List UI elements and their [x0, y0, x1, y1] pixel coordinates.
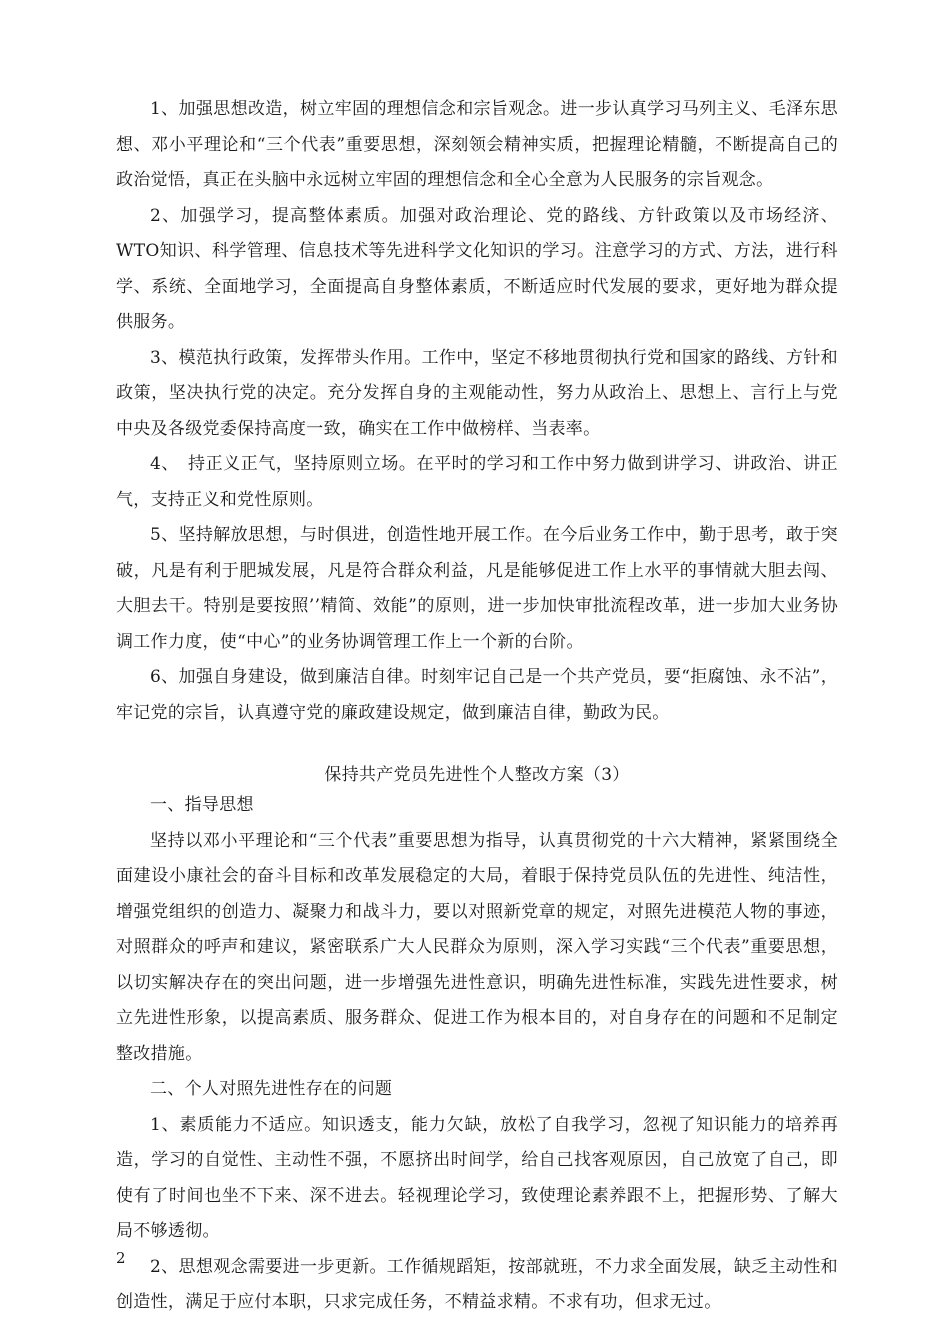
lower-section [116, 788, 838, 1321]
problem-paragraph-1: 1、素质能力不适应。知识透支，能力欠缺，放松了自我学习，忽视了知识能力的培养再造，学习的自觉性、主动性不强，不愿挤出时间学，给自己找客观原因，自己放宽了自己，即使有了时间也坐不下来、深不进去。轻视理论学习，致使理论素养跟不上，把握形势、了解大局不够透彻。 [116, 1114, 838, 1241]
section-title: 保持共产党员先进性个人整改方案（3） [324, 765, 630, 785]
paragraph-item-6: 6、加强自身建设，做到廉洁自律。时刻牢记自己是一个共产党员，要“拒腐蚀、永不沾”，牢记党的宗旨，认真遵守党的廉政建设规定，做到廉洁自律，勤政为民。 [116, 667, 838, 723]
upper-section [116, 92, 838, 731]
guiding-paragraph: 坚持以邓小平理论和“三个代表”重要思想为指导，认真贯彻党的十六大精神，紧紧围绕全面建设小康社会的奋斗目标和改革发展稳定的大局，着眼于保持党员队伍的先进性、纯洁性，增强党组织的创造力、凝聚力和战斗力，要以对照新党章的规定，对照先进模范人物的事迹，对照群众的呼声和建议，紧密联系广大人民群众为原则，深入学习实践“三个代表”重要思想，以切实解决存在的突出问题，进一步增强先进性意识，明确先进性标准，实践先进性要求，树立先进性形象，以提高素质、服务群众、促进工作为根本目的，对自身存在的问题和不足制定整改措施。 [116, 830, 838, 1064]
paragraph-item-2: 2、加强学习，提高整体素质。加强对政治理论、党的路线、方针政策以及市场经济、WTO知识、科学管理、信息技术等先进科学文化知识的学习。注意学习的方式、方法，进行科学、系统、全面地学习，全面提高自身整体素质，不断适应时代发展的要求，更好地为群众提供服务。 [116, 205, 838, 332]
paragraph-item-3: 3、模范执行政策，发挥带头作用。工作中，坚定不移地贯彻执行党和国家的路线、方针和政策，坚决执行党的决定。充分发挥自身的主观能动性，努力从政治上、思想上、言行上与党中央及各级党委保持高度一致，确实在工作中做榜样、当表率。 [116, 347, 838, 439]
problem-paragraph-2: 2、思想观念需要进一步更新。工作循规蹈矩，按部就班，不力求全面发展，缺乏主动性和创造性，满足于应付本职，只求完成任务，不精益求精。不求有功，但求无过。 [116, 1256, 838, 1312]
paragraph-item-4: 4、 持正义正气，坚持原则立场。在平时的学习和工作中努力做到讲学习、讲政治、讲正气，支持正义和党性原则。 [116, 454, 838, 510]
heading-problems: 二、个人对照先进性存在的问题 [150, 1079, 393, 1099]
heading-guiding-thought: 一、指导思想 [150, 795, 254, 815]
page-number: 2 [116, 1249, 126, 1267]
paragraph-item-5: 5、坚持解放思想，与时俱进，创造性地开展工作。在今后业务工作中，勤于思考，敢于突破，凡是有利于肥城发展，凡是符合群众利益，凡是能够促进工作上水平的事情就大胆去闯、大胆去干。特别是要按照’’精简、效能”的原则，进一步加快审批流程改革，进一步加大业务协调工作力度，使“中心”的业务协调管理工作上一个新的台阶。 [116, 525, 838, 652]
paragraph-item-1: 1、加强思想改造，树立牢固的理想信念和宗旨观念。进一步认真学习马列主义、毛泽东思想、邓小平理论和“三个代表”重要思想，深刻领会精神实质，把握理论精髓，不断提高自己的政治觉悟，真正在头脑中永远树立牢固的理想信念和全心全意为人民服务的宗旨观念。 [116, 99, 838, 190]
